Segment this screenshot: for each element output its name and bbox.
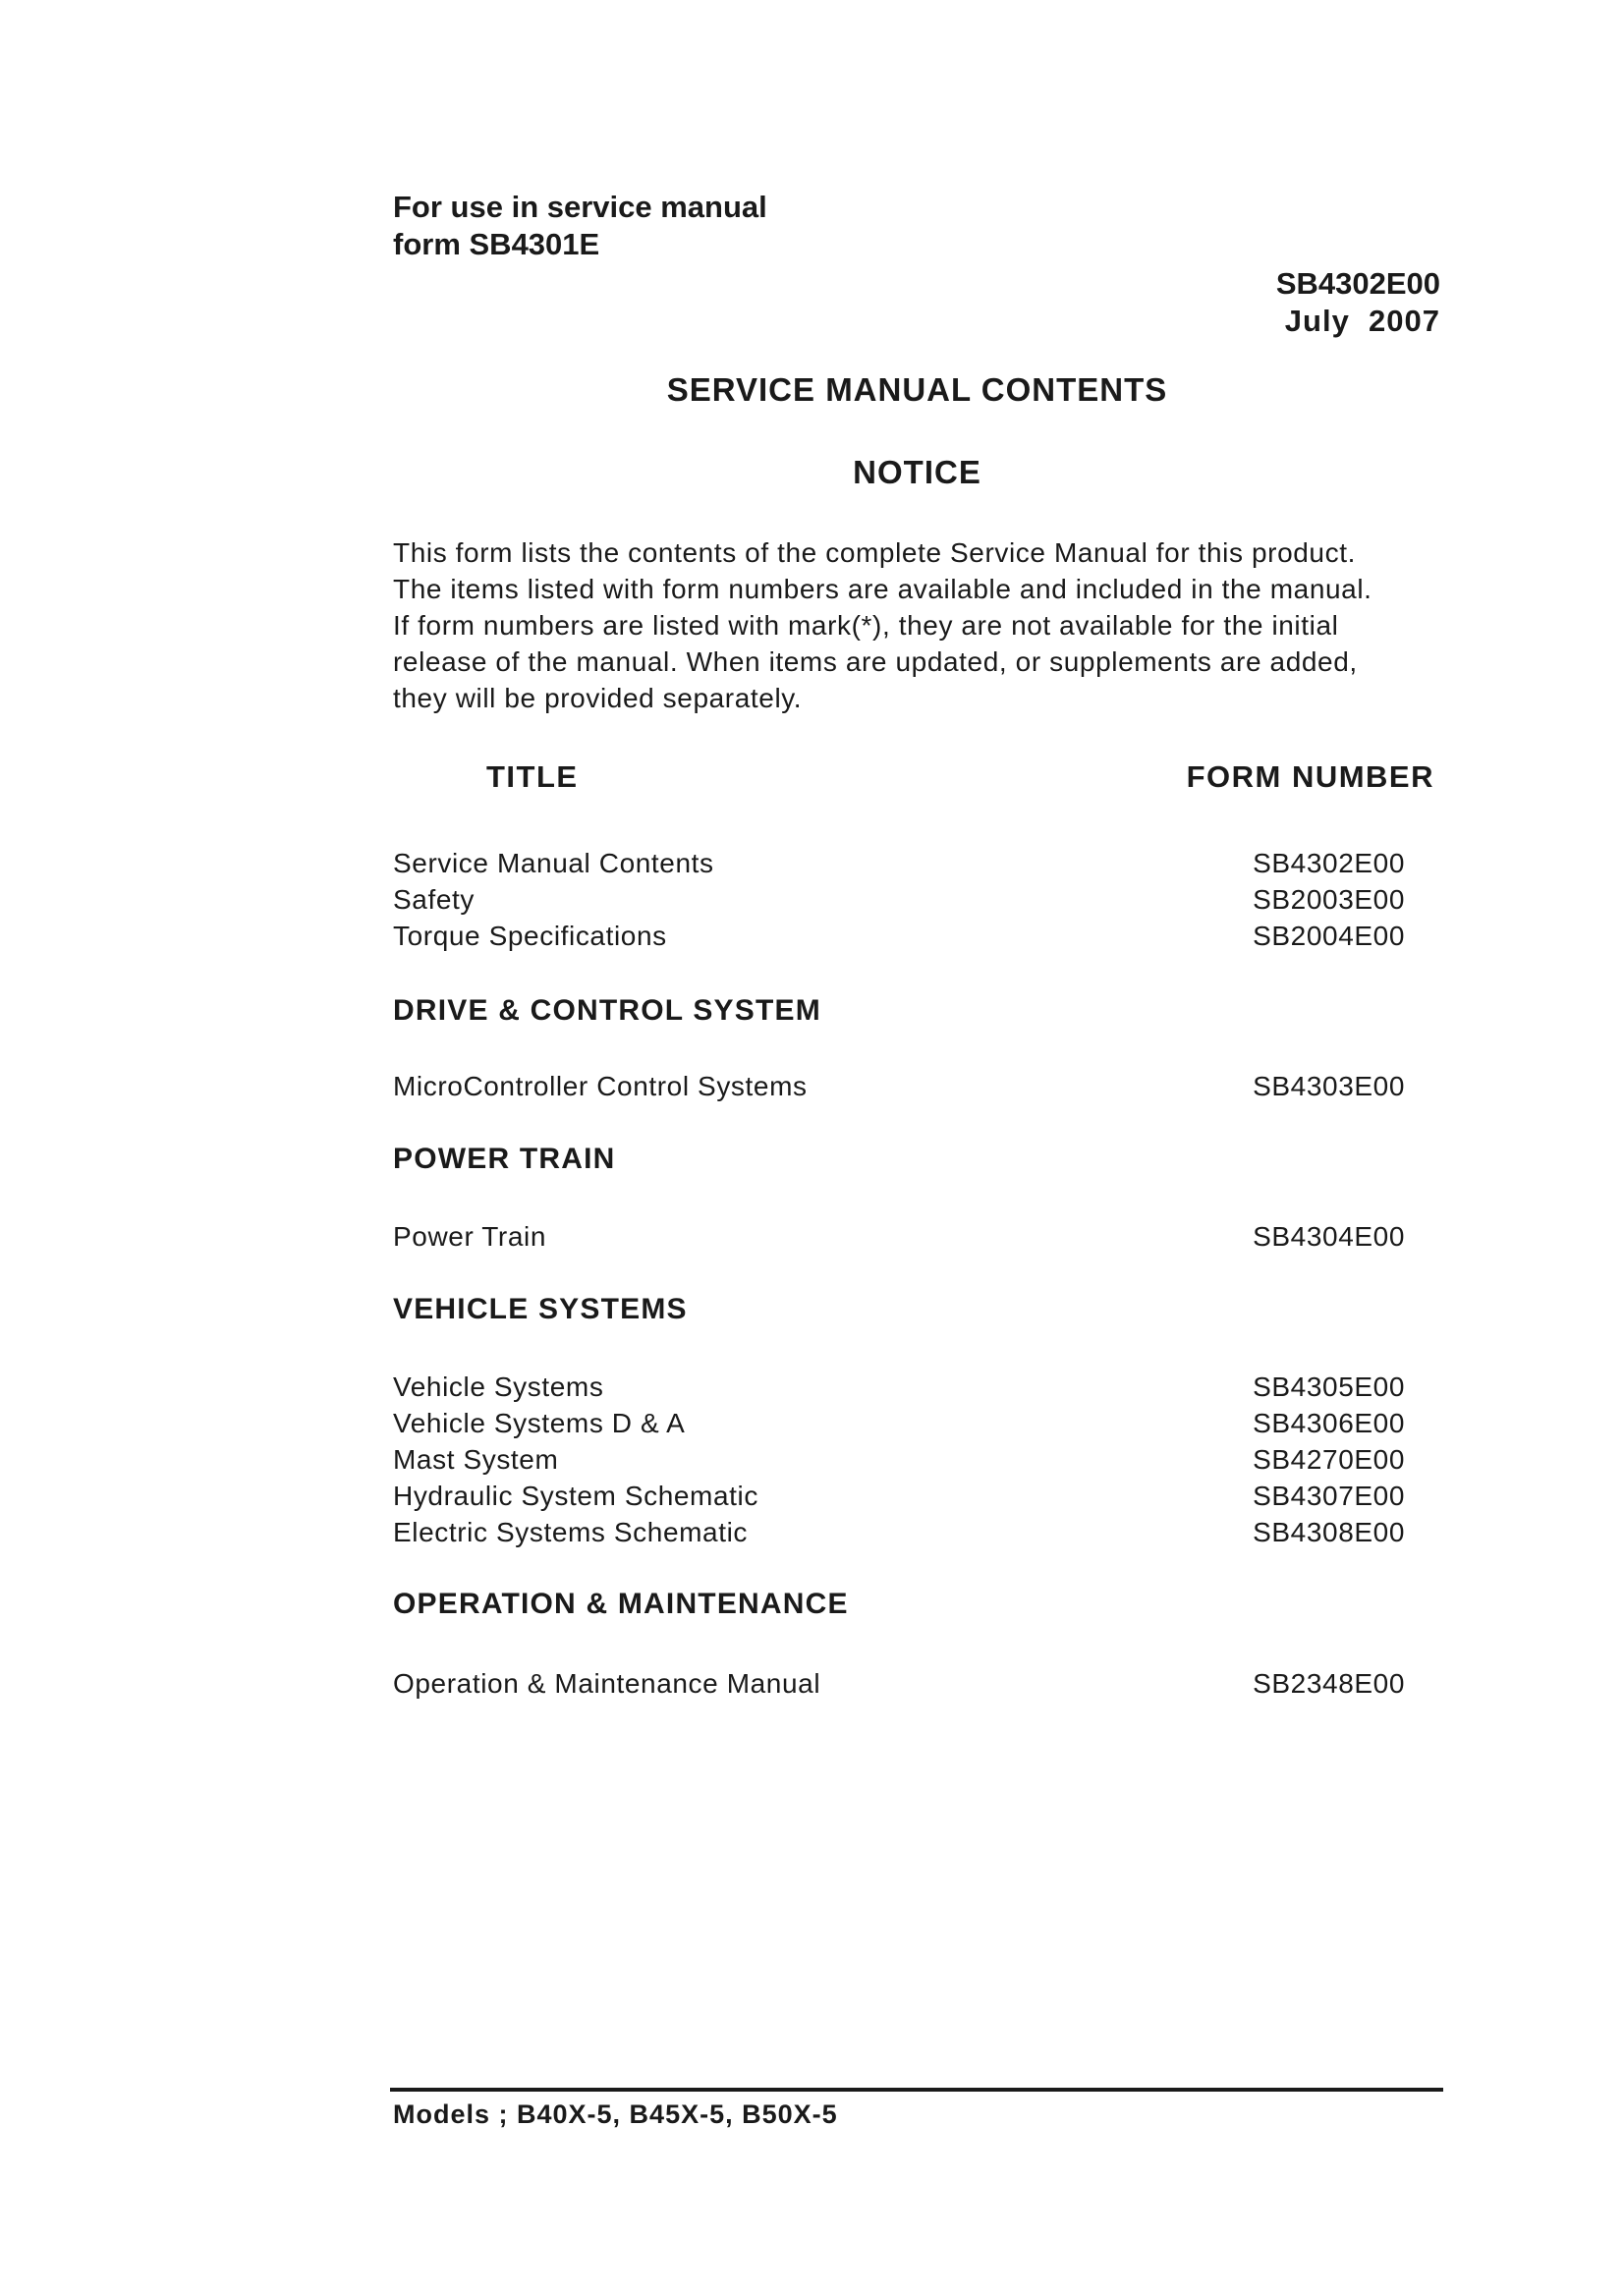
contents-row	[393, 1665, 1405, 1702]
notice-line: This form lists the contents of the complete Service Manual for this product.	[393, 537, 1356, 568]
item-form-number: SB2003E00	[1253, 884, 1405, 915]
item-title: Mast System	[393, 1444, 559, 1475]
section-heading-operation-maintenance: OPERATION & MAINTENANCE	[393, 1588, 849, 1620]
contents-row	[393, 1441, 1405, 1478]
item-form-number: SB4305E00	[1253, 1371, 1405, 1402]
contents-row	[393, 881, 1405, 918]
footer-models: Models ; B40X-5, B45X-5, B50X-5	[393, 2099, 838, 2129]
item-title: Operation & Maintenance Manual	[393, 1668, 821, 1699]
item-form-number: SB4307E00	[1253, 1481, 1405, 1511]
item-title: Safety	[393, 884, 475, 915]
section-heading-vehicle-systems: VEHICLE SYSTEMS	[393, 1293, 688, 1325]
item-title: Vehicle Systems	[393, 1371, 604, 1402]
item-title: Hydraulic System Schematic	[393, 1481, 758, 1511]
item-title: Power Train	[393, 1221, 546, 1252]
document-info	[1276, 265, 1440, 340]
item-form-number: SB4303E00	[1253, 1071, 1405, 1101]
usage-line-2: form SB4301E	[393, 227, 600, 261]
item-form-number: SB4306E00	[1253, 1408, 1405, 1438]
item-form-number: SB4304E00	[1253, 1221, 1405, 1252]
item-title: Torque Specifications	[393, 921, 667, 951]
item-form-number: SB2004E00	[1253, 921, 1405, 951]
contents-row	[393, 1068, 1405, 1104]
notice-text	[393, 534, 1474, 716]
notice-heading: NOTICE	[853, 454, 981, 490]
usage-note	[393, 189, 767, 263]
notice-line: The items listed with form numbers are available and included in the manual.	[393, 574, 1372, 604]
document-date: July 2007	[1284, 304, 1440, 338]
column-header-form-number: FORM NUMBER	[1186, 759, 1434, 794]
page-title: SERVICE MANUAL CONTENTS	[666, 371, 1168, 408]
contents-row	[393, 1369, 1405, 1405]
document-number: SB4302E00	[1275, 266, 1440, 301]
item-form-number: SB2348E00	[1253, 1668, 1405, 1699]
contents-row	[393, 1478, 1405, 1514]
notice-line: If form numbers are listed with mark(*), they are not available for the initial	[393, 610, 1339, 641]
contents-row	[393, 1218, 1405, 1255]
contents-row	[393, 918, 1405, 954]
contents-row	[393, 1405, 1405, 1441]
usage-line-1: For use in service manual	[393, 190, 767, 224]
contents-row	[393, 1514, 1405, 1550]
item-form-number: SB4302E00	[1253, 848, 1405, 878]
column-header-title: TITLE	[486, 759, 579, 794]
footer-divider	[390, 2088, 1443, 2092]
section-heading-drive-control: DRIVE & CONTROL SYSTEM	[393, 994, 821, 1027]
item-title: MicroController Control Systems	[393, 1071, 808, 1101]
item-title: Service Manual Contents	[393, 848, 714, 878]
item-title: Vehicle Systems D & A	[393, 1408, 686, 1438]
section-heading-power-train: POWER TRAIN	[393, 1143, 616, 1175]
notice-line: release of the manual. When items are updated, or supplements are added,	[393, 646, 1358, 677]
notice-line: they will be provided separately.	[393, 683, 803, 713]
item-form-number: SB4270E00	[1253, 1444, 1405, 1475]
item-title: Electric Systems Schematic	[393, 1517, 749, 1547]
item-form-number: SB4308E00	[1253, 1517, 1405, 1547]
contents-row	[393, 845, 1405, 881]
